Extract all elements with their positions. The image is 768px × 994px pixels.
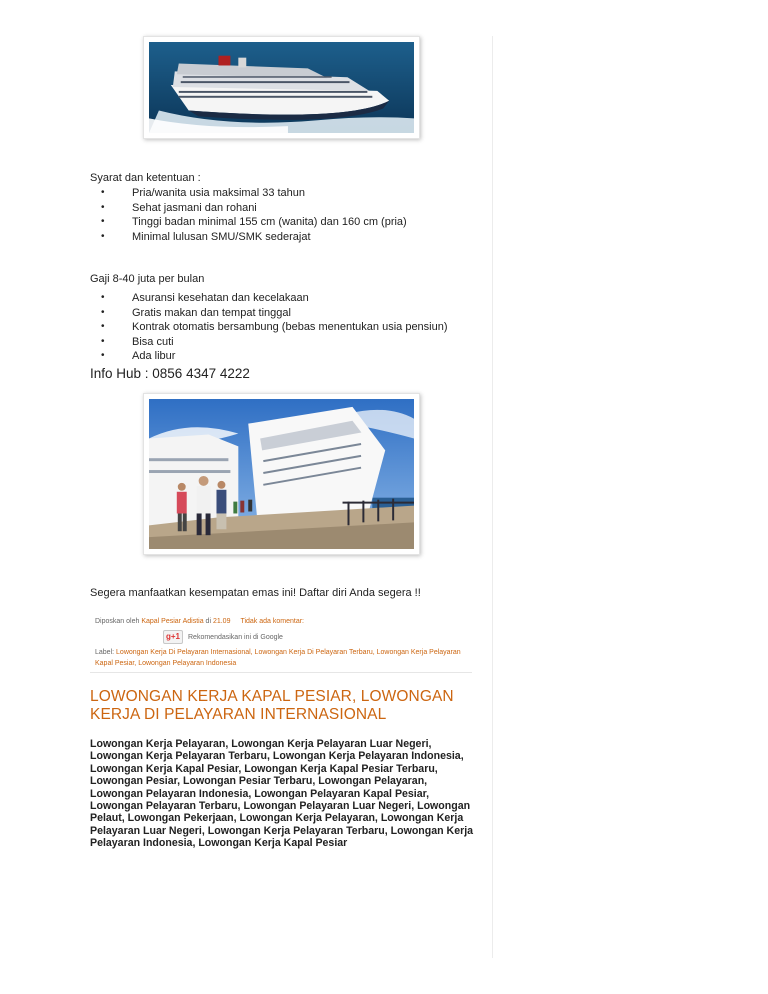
call-to-action-text: Segera manfaatkan kesempatan emas ini! Daftar diri Anda segera !!	[90, 587, 421, 599]
footer-divider	[90, 672, 472, 673]
ships-at-pier-image	[149, 399, 414, 549]
google-plus-one-icon[interactable]: g+1	[163, 630, 183, 644]
author-link[interactable]: Kapal Pesiar Adistia	[141, 618, 204, 625]
post-time-link[interactable]: 21.09	[212, 618, 231, 625]
list-item: • Gratis makan dan tempat tinggal	[90, 306, 448, 321]
ships-at-pier-photo	[143, 393, 420, 555]
cruise-ship-at-sea-image	[149, 42, 414, 133]
sidebar-divider	[492, 36, 493, 958]
labels-prefix: Label:	[95, 649, 115, 656]
benefits-list	[90, 291, 448, 364]
list-item: • Bisa cuti	[90, 335, 448, 350]
list-item: • Sehat jasmani dan rohani	[90, 201, 407, 216]
at-label: di	[205, 618, 211, 625]
post-labels	[95, 647, 467, 669]
list-item: • Minimal lulusan SMU/SMK sederajat	[90, 230, 407, 245]
posted-by-label: Diposkan oleh	[95, 618, 140, 625]
comments-link[interactable]: Tidak ada komentar:	[240, 618, 304, 625]
labels-links[interactable]: Lowongan Kerja Di Pelayaran Internasional, Lowongan Kerja Di Pelayaran Terbaru, Lowongan Kerja Pelayaran Kapal Pesiar, Lowongan Pelayaran Indonesia	[95, 649, 461, 667]
cruise-ship-photo	[143, 36, 420, 139]
salary-title: Gaji 8-40 juta per bulan	[90, 273, 205, 285]
gplus-recommend	[163, 630, 283, 644]
gplus-recommend-label: Rekomendasikan ini di Google	[188, 633, 283, 641]
post-title[interactable]: LOWONGAN KERJA KAPAL PESIAR, LOWONGAN KERJA DI PELAYARAN INTERNASIONAL	[90, 688, 454, 723]
list-item: • Kontrak otomatis bersambung (bebas menentukan usia pensiun)	[90, 320, 448, 335]
list-item: • Ada libur	[90, 349, 448, 364]
requirements-title: Syarat dan ketentuan :	[90, 172, 201, 184]
list-item: • Pria/wanita usia maksimal 33 tahun	[90, 186, 407, 201]
list-item: • Tinggi badan minimal 155 cm (wanita) dan 160 cm (pria)	[90, 215, 407, 230]
requirements-list	[90, 186, 407, 244]
info-hub-contact: Info Hub : 0856 4347 4222	[90, 366, 250, 381]
list-item: • Asuransi kesehatan dan kecelakaan	[90, 291, 448, 306]
post-byline	[95, 616, 304, 627]
post-body-keywords: Lowongan Kerja Pelayaran, Lowongan Kerja Pelayaran Luar Negeri, Lowongan Kerja Pelayaran Terbaru, Lowongan Kerja Pelayaran Indonesia, Lowongan Kerja Kapal Pesiar, Lowongan Kerja Kapal Pesiar Terbaru, Lowongan Pesiar, Lowongan Pesiar Terbaru, Lowongan Pelayaran, Lowongan Pelayaran Indonesia, Lowongan Pelayaran Kapal Pesiar, Lowongan Pelayaran Terbaru, Lowongan Pelayaran Luar Negeri, Lowongan Pelaut, Lowongan Pekerjaan, Lowongan Kerja Pelayaran, Lowongan Kerja Pelayaran Luar Negeri, Lowongan Kerja Pelayaran Terbaru, Lowongan Kerja Pelayaran Indonesia, Lowongan Kerja Kapal Pesiar	[90, 738, 474, 850]
